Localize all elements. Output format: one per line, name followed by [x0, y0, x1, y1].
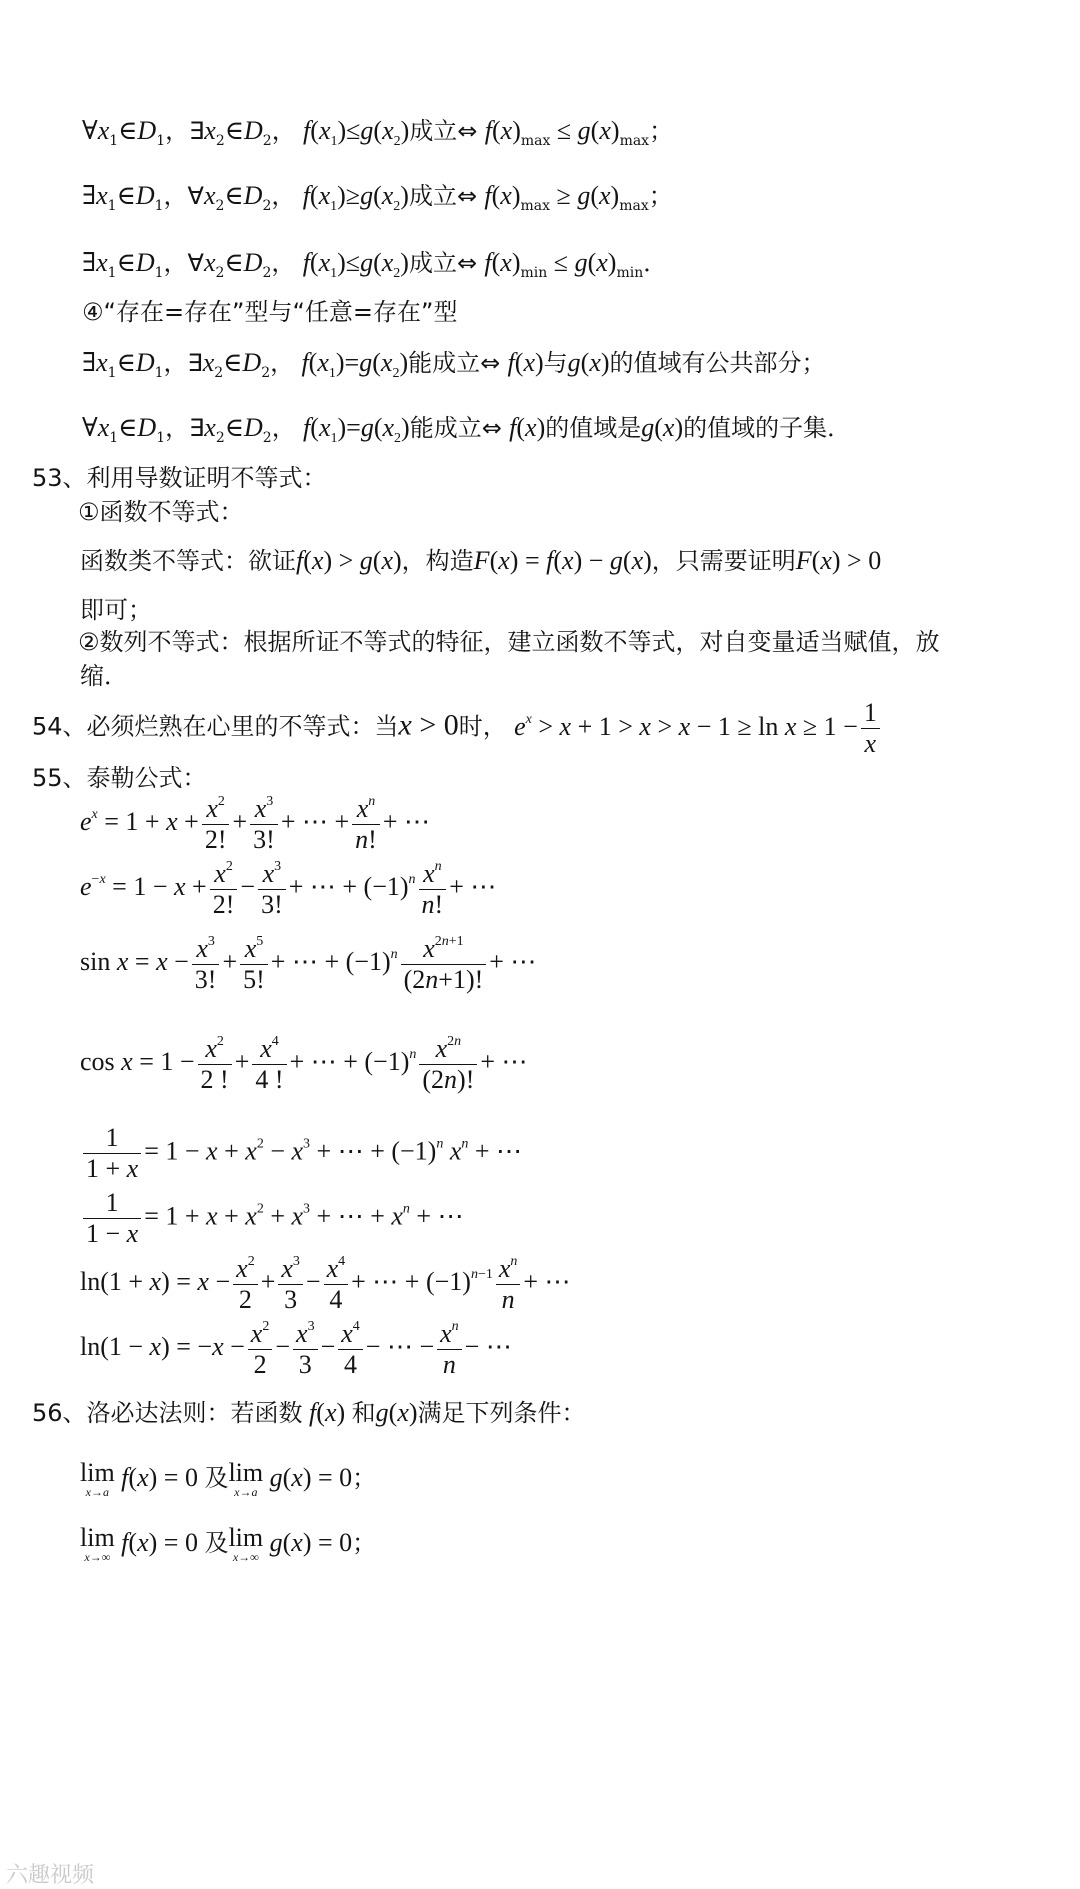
cond-line-6: $\forall x_1\in D_1$，$\exists x_2\in D_2$， $f(x_1)=g(x_2)$能成立⇔ f(x)的值域是g(x)的值域的子集．: [82, 413, 852, 446]
taylor-ln-minus: ln(1 − x) = −x − $\frac{x^2}{2}$ − $\frac{x^3}{3}$ − $\frac{x^4}{4}$ − ⋯ − $\frac{x^n}{n}$ − ⋯: [80, 1319, 512, 1379]
section-53-title: 53、利用导数证明不等式：: [32, 464, 327, 492]
section-55-title: 55、泰勒公式：: [32, 764, 207, 792]
section-53-body: 函数类不等式：欲证f(x) > g(x)，构造F(x) = f(x) − g(x)，只需要证明F(x) > 0: [80, 546, 882, 575]
taylor-exp-neg: $e^{-x} = 1 - x$ + $\frac{x^2}{2!}$ − $\frac{x^3}{3!}$ + ⋯ + $(-1)^n$ $\frac{x^n}{n!}$ + ⋯: [80, 859, 497, 919]
section-53-cont: 即可；: [80, 596, 152, 624]
cond-line-2: $\exists x_1\in D_1$，$\forall x_2\in D_2$， $f(x_1)\ge g(x_2)$成立⇔ $f(x)_{max} \ge g(x)_{max}$；: [82, 181, 673, 214]
taylor-ln-plus: ln(1 + x) = x − $\frac{x^2}{2}$ + $\frac{x^3}{3}$ − $\frac{x^4}{4}$ + ⋯ + $(-1)^{n-1}$ $\frac{x^n}{n}$ + ⋯: [80, 1254, 571, 1314]
watermark-logo: 六趣视频: [6, 1863, 95, 1888]
cond-line-1: $\forall x_1\in D_1$，$\exists x_2\in D_2$， $f(x_1)\le g(x_2)$成立⇔ $f(x)_{max} \le g(x)_{max}$；: [82, 116, 674, 149]
section-53-sub1: ①函数不等式：: [78, 498, 244, 526]
lhopital-cond-1: lim x→a f(x) = 0 及 lim x→a g(x) = 0；: [80, 1458, 377, 1499]
section-53-sub2-cont: 缩．: [80, 662, 128, 690]
section-56-title: 56、洛必达法则：若函数 f(x) 和g(x)满足下列条件：: [32, 1398, 586, 1427]
section-53-sub2: ②数列不等式：根据所证不等式的特征，建立函数不等式，对自变量适当赋值，放: [78, 628, 940, 656]
section-54: 54、必须烂熟在心里的不等式：当x > 0时， $e^x > x + 1 > x > x - 1 \ge \ln x \ge 1$ − $\frac{1}{x}$: [32, 700, 883, 757]
case-4-title: ④“存在=存在”型与“任意=存在”型: [82, 298, 458, 326]
taylor-cos: cos x = 1 − $\frac{x^2}{2 !}$ + $\frac{x^4}{4 !}$ + ⋯ + $(-1)^n$ $\frac{x^{2n}}{(2n)!}$ + ⋯: [80, 1034, 528, 1094]
taylor-geom-plus: $\frac{1}{1 + x}$ = $1 - x + x^2 - x^3$ + ⋯ + $(-1)^n$ $x^n$ + ⋯: [80, 1125, 522, 1182]
lhopital-cond-2: lim x→∞ f(x) = 0 及 lim x→∞ g(x) = 0；: [80, 1523, 377, 1564]
taylor-exp: $e^x = 1 + x$ + $\frac{x^2}{2!}$ + $\frac{x^3}{3!}$ + ⋯ + $\frac{x^n}{n!}$ + ⋯: [80, 794, 430, 854]
taylor-geom-minus: $\frac{1}{1 - x}$ = $1 + x + x^2 + x^3$ + ⋯ + $x^n$ + ⋯: [80, 1190, 464, 1247]
taylor-sin: sin x = x − $\frac{x^3}{3!}$ + $\frac{x^5}{5!}$ + ⋯ + $(-1)^n$ $\frac{x^{2n+1}}{(2n+1)!}$ + ⋯: [80, 934, 537, 994]
cond-line-5: $\exists x_1\in D_1$，$\exists x_2\in D_2$， $f(x_1)=g(x_2)$能成立⇔ f(x)与g(x)的值域有公共部分；: [82, 348, 826, 381]
cond-line-3: $\exists x_1\in D_1$，$\forall x_2\in D_2$， $f(x_1)\le g(x_2)$成立⇔ $f(x)_{min} \le g(x)_{min}$．: [82, 248, 668, 281]
